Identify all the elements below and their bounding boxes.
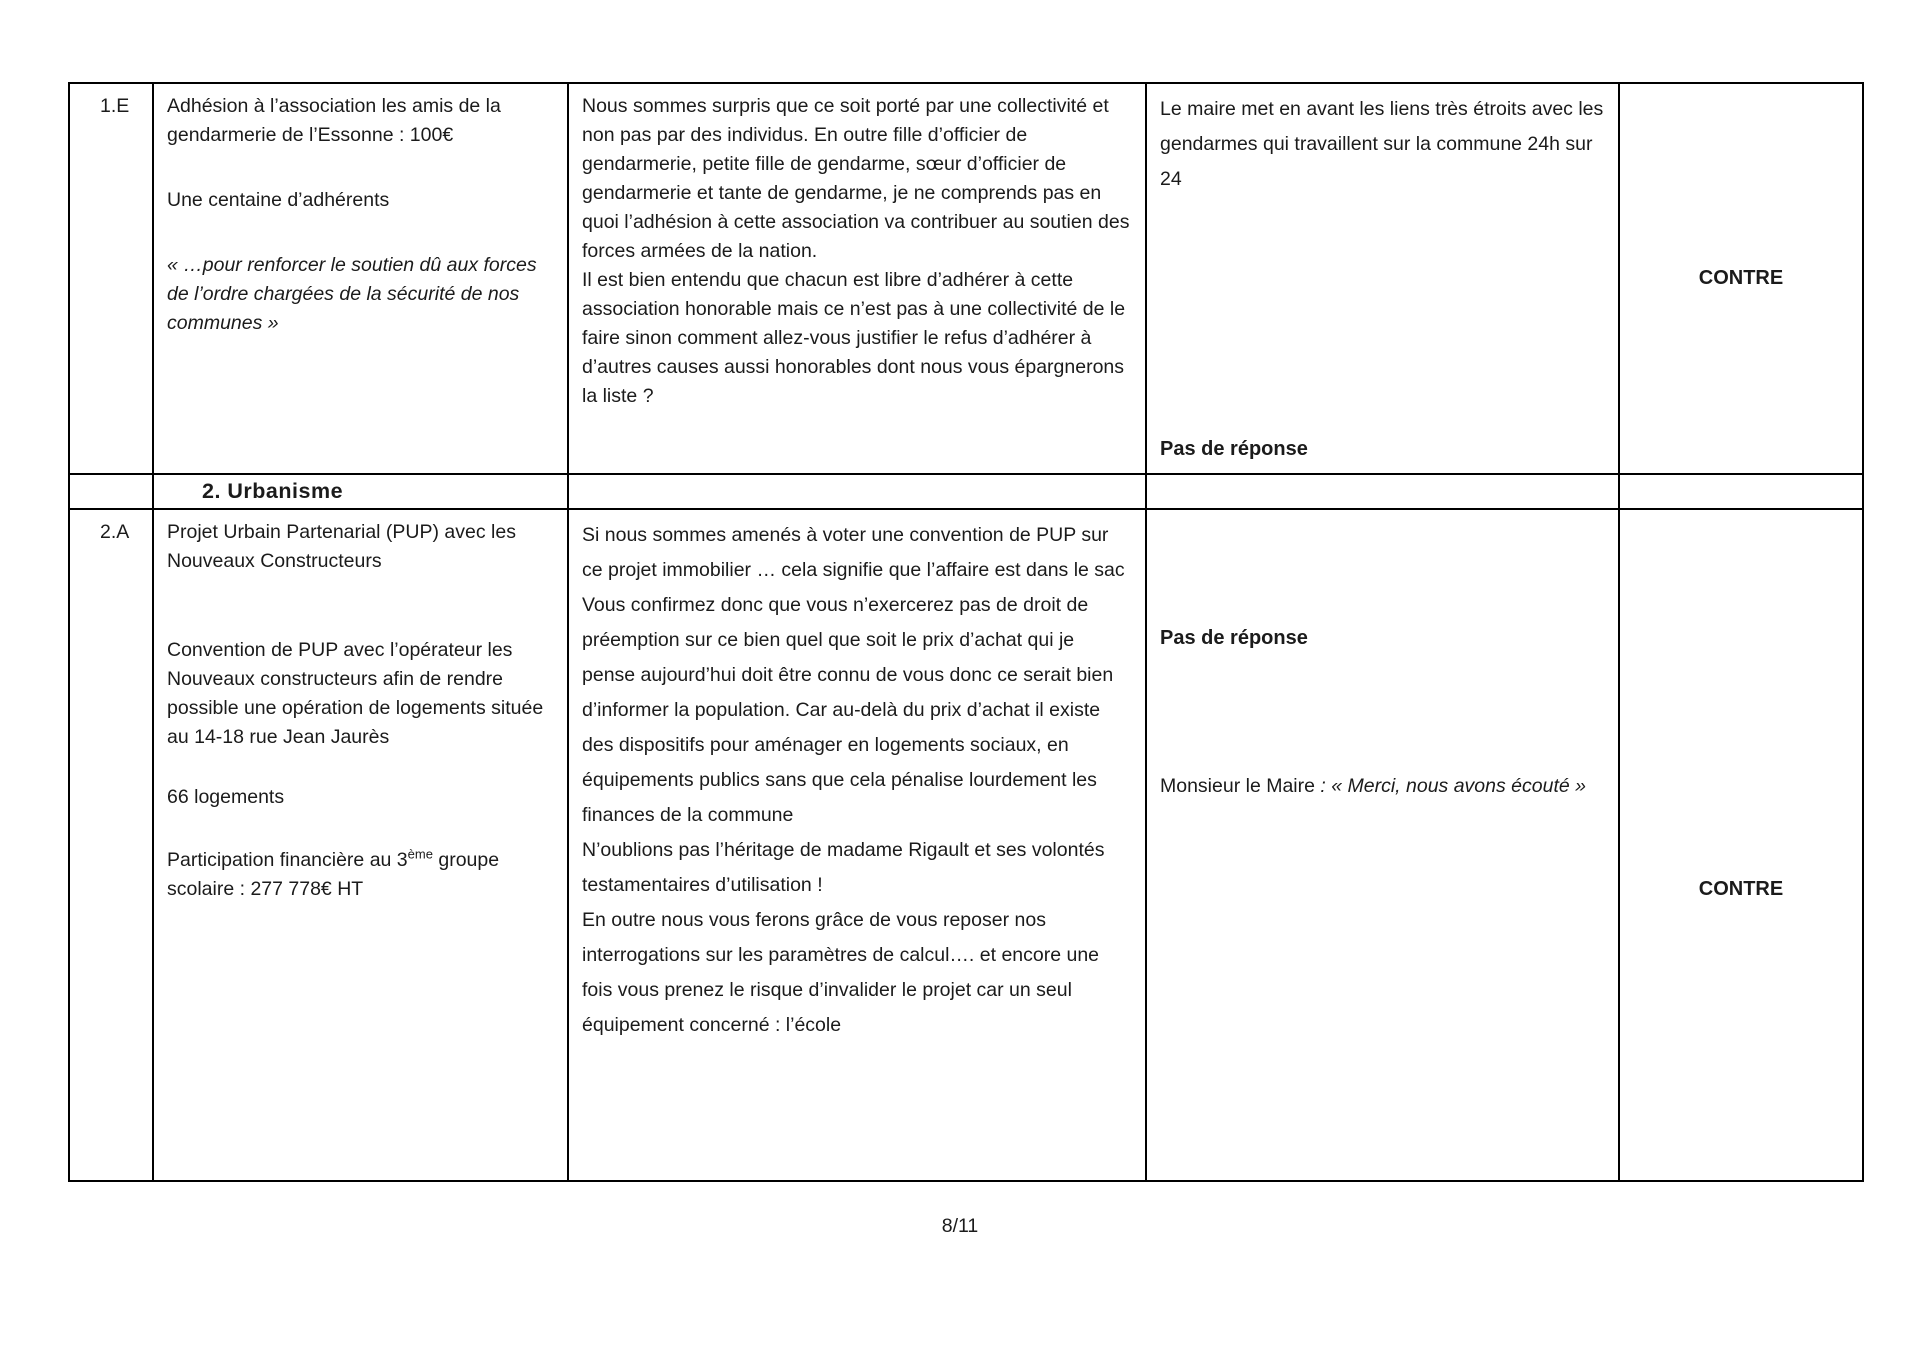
subject-paragraph: Convention de PUP avec l’opérateur les Nouveaux constructeurs afin de rendre possible une opération de logements située au 14-18 rue Jean Jaurès <box>167 639 544 748</box>
remarks-cell <box>568 509 1146 1181</box>
section-empty-cell <box>568 474 1146 509</box>
remarks-paragraph: Si nous sommes amenés à voter une convention de PUP sur ce projet immobilier … cela signifie que l’affaire est dans le sac <box>582 524 1125 581</box>
response-cell <box>1146 509 1619 1181</box>
remarks-cell <box>568 83 1146 474</box>
subject-paragraph: Adhésion à l’association les amis de la gendarmerie de l’Essonne : 100€ <box>167 95 501 146</box>
table-row-2a <box>69 509 1863 1181</box>
response-status: Pas de réponse <box>1160 438 1308 460</box>
section-title: 2. Urbanisme <box>153 474 568 509</box>
response-cell <box>1146 83 1619 474</box>
subject-quote: « …pour renforcer le soutien dû aux forces de l’ordre chargées de la sécurité de nos communes » <box>167 254 537 334</box>
council-minutes-table <box>68 82 1864 1182</box>
subject-participation <box>167 846 554 904</box>
page-number: 8/11 <box>941 1215 979 1237</box>
section-empty-cell <box>69 474 153 509</box>
subject-paragraph: 66 logements <box>167 786 285 808</box>
remarks-paragraph: En outre nous vous ferons grâce de vous reposer nos interrogations sur les paramètres de calcul…. et encore une fois vous prenez le risque d’invalider le projet car un seul équipement concerné : l’école <box>582 909 1100 1036</box>
row-id-cell <box>69 509 153 1181</box>
section-empty-cell <box>1146 474 1619 509</box>
section-empty-cell <box>1619 474 1863 509</box>
subject-paragraph: Projet Urbain Partenarial (PUP) avec les Nouveaux Constructeurs <box>167 521 516 572</box>
response-status: Pas de réponse <box>1160 627 1308 649</box>
vote-label: CONTRE <box>1698 878 1784 900</box>
subject-paragraph: Une centaine d’adhérents <box>167 189 390 211</box>
subject-cell <box>153 509 568 1181</box>
mayor-answer: Le maire met en avant les liens très étroits avec les gendarmes qui travaillent sur la commune 24h sur 24 <box>1160 98 1604 190</box>
vote-label: CONTRE <box>1698 267 1784 289</box>
remarks-paragraph: Vous confirmez donc que vous n’exercerez pas de droit de préemption sur ce bien quel que soit le prix d’achat qui je pense aujourd’hui doit être connu de vous donc ce serait bien d’informer la population. Car au-delà du prix d’achat il existe des dispositifs pour aménager en logements sociaux, en équipements publics sans que cela pénalise lourdement les finances de la commune <box>582 594 1114 826</box>
participation-superscript: ème <box>407 846 433 862</box>
mayor-reply-speaker: Monsieur le Maire <box>1160 775 1315 797</box>
remarks-paragraph: Il est bien entendu que chacun est libre d’adhérer à cette association honorable mais ce n’est pas à une collectivité de le faire sinon comment allez-vous justifier le refus d’adhérer à d’autres causes aussi honorables dont nous vous épargnerons la liste ? <box>582 269 1126 407</box>
table-row-1e <box>69 83 1863 474</box>
mayor-reply-quote: : « Merci, nous avons écouté » <box>1314 775 1586 797</box>
row-id: 2.A <box>100 521 130 543</box>
subject-cell <box>153 83 568 474</box>
section-header-row <box>69 474 1863 509</box>
remarks-paragraph: N’oublions pas l’héritage de madame Rigault et ses volontés testamentaires d’utilisation ! <box>582 839 1105 896</box>
row-id-cell <box>69 83 153 474</box>
remarks-paragraph: Nous sommes surpris que ce soit porté par une collectivité et non pas par des individus. En outre fille d’officier de gendarmerie, petite fille de gendarme, sœur d’officier de gendarmerie et tante de gendarme, je ne comprends pas en quoi l’adhésion à cette association va contribuer au soutien des forces armées de la nation. <box>582 95 1130 262</box>
mayor-reply <box>1160 769 1605 804</box>
participation-suffix: groupe scolaire : 277 778€ HT <box>167 849 500 900</box>
row-id: 1.E <box>100 95 130 117</box>
vote-cell <box>1619 509 1863 1181</box>
participation-prefix: Participation financière au 3 <box>167 849 408 871</box>
vote-cell <box>1619 83 1863 474</box>
